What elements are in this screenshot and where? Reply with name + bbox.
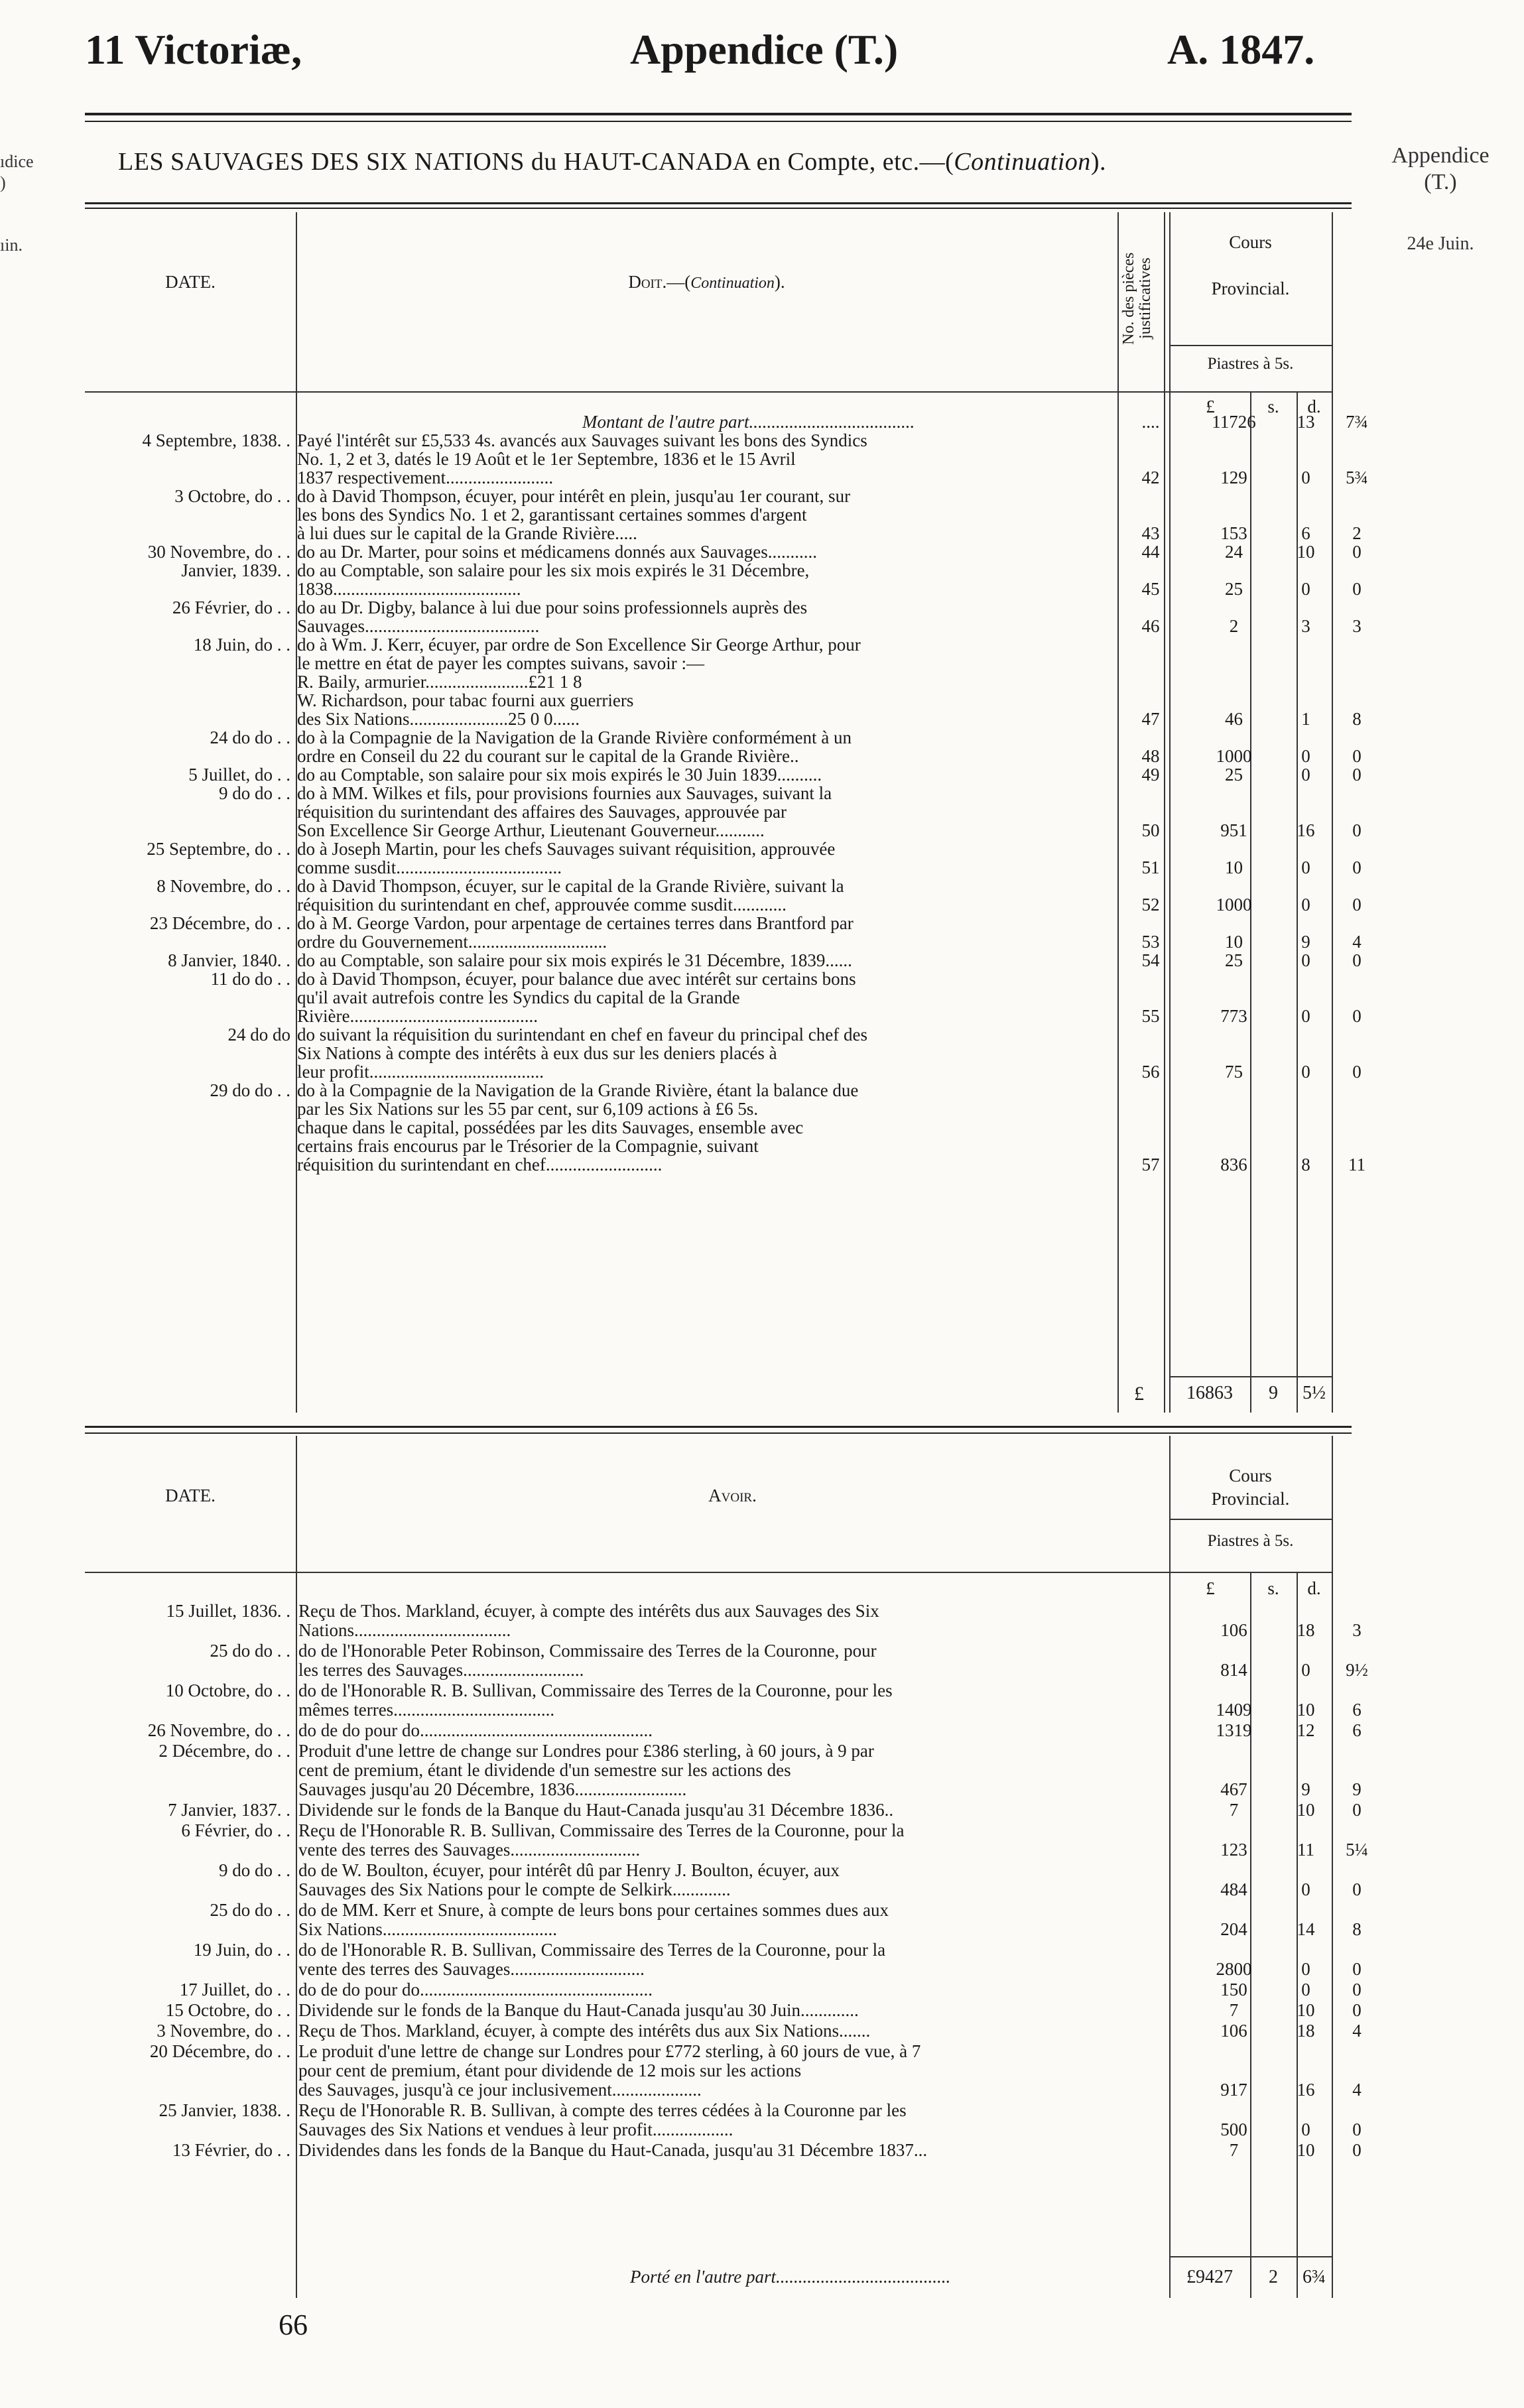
debit-row-shillings: 9 (1301, 932, 1310, 952)
credit-row-date: 19 Juin, do . . (193, 1940, 290, 1960)
debit-row-shillings: 0 (1301, 950, 1310, 970)
debit-row-pence: 0 (1352, 1062, 1362, 1082)
debit-row-pence: 0 (1352, 950, 1362, 970)
debit-row-pounds: 836 (1220, 1155, 1247, 1174)
debit-unit-shillings: s. (1267, 397, 1279, 416)
credit-row-shillings: 12 (1297, 1720, 1315, 1740)
credit-row-pounds: 2800 (1216, 1959, 1252, 1979)
debit-row-shillings: 6 (1301, 523, 1310, 543)
debit-row-pence: 2 (1352, 523, 1362, 543)
debit-row-date: 9 do do . . (219, 783, 290, 803)
debit-row-desc: do au Comptable, son salaire pour les six mois expirés le 31 Décembre, 1838.......................................... (297, 560, 810, 599)
debit-col-desc-italic: Continuation (690, 275, 775, 292)
debit-row-voucher: 55 (1141, 1006, 1160, 1026)
credit-row-shillings: 16 (1297, 2080, 1315, 2100)
credit-row-shillings: 0 (1301, 1959, 1310, 1979)
debit-row-desc: do suivant la réquisition du surintendant en chef en faveur du principal chef des Six Nations à compte des intérêts à eux dus sur les deniers placés à leur profit....................................... (297, 1025, 867, 1082)
debit-row-voucher: 47 (1141, 709, 1160, 729)
credit-row-shillings: 10 (1297, 2140, 1315, 2160)
credit-row-pence: 0 (1352, 2140, 1362, 2160)
credit-carried-rule (1169, 2256, 1332, 2257)
credit-row-pence: 4 (1352, 2080, 1362, 2100)
credit-row-desc: do de l'Honorable R. B. Sullivan, Commissaire des Terres de la Couronne, pour la vente des terres des Sauvages.............................. (298, 1940, 886, 1979)
page-number: 66 (279, 2309, 308, 2341)
debit-row-voucher: 45 (1141, 579, 1160, 599)
debit-row-shillings: 8 (1301, 1155, 1310, 1174)
credit-row-pence: 0 (1352, 1959, 1362, 1979)
credit-row-date: 15 Juillet, 1836. . (166, 1601, 290, 1621)
credit-col-provincial: Provincial. (1211, 1489, 1290, 1509)
debit-row-voucher: 53 (1141, 932, 1160, 952)
credit-carried-shillings: 2 (1269, 2267, 1278, 2287)
credit-row-desc: Le produit d'une lettre de change sur Londres pour £772 sterling, à 60 jours de vue, à 7 pour cent de premium, étant pour dividende de 12 mois sur les actions des Sauvages, jusqu'à ce jour inclusivement.................... (298, 2041, 921, 2100)
credit-row-shillings: 10 (1297, 1700, 1315, 1720)
debit-col-provincial: Provincial. (1211, 279, 1290, 298)
debit-row-desc: do à David Thompson, écuyer, pour intérêt en plein, jusqu'au 1er courant, sur les bons des Syndics No. 1 et 2, garantissant certaines sommes d'argent à lui dues sur le capital de la Grande Rivière..... (297, 486, 851, 543)
credit-col-line-desc (1169, 1436, 1171, 2298)
credit-carried-label: Porté en l'autre part....................................... (630, 2267, 951, 2287)
credit-row-desc: Reçu de Thos. Markland, écuyer, à compte des intérêts dus aux Sauvages des Six Nations................................... (298, 1601, 879, 1640)
debit-row-pence: 0 (1352, 765, 1362, 785)
debit-row-pence: 11 (1348, 1155, 1365, 1174)
header-appendix: Appendice (T.) (630, 26, 899, 73)
debit-col-desc-prefix: Doit.—( (628, 272, 691, 292)
credit-row-desc: do de MM. Kerr et Snure, à compte de leurs bons pour certaines sommes dues aux Six Nations....................................... (298, 1900, 889, 1939)
debit-row-date: 29 do do . . (210, 1080, 290, 1100)
debit-col-line-d (1332, 212, 1333, 1413)
debit-unit-pounds: £ (1206, 397, 1215, 416)
debit-row-pounds: 11726 (1212, 412, 1256, 432)
credit-row-pounds: 7 (1229, 2140, 1239, 2160)
credit-unit-pence: d. (1307, 1578, 1321, 1598)
credit-row-pounds: 150 (1220, 1980, 1247, 1999)
credit-row-desc: do de do pour do.................................................... (298, 1720, 653, 1740)
debit-row-desc: do au Comptable, son salaire pour six mois expirés le 31 Décembre, 1839...... (297, 950, 852, 970)
debit-row-voucher: 54 (1141, 950, 1160, 970)
debit-row-pounds: 129 (1220, 468, 1247, 487)
page-title (118, 147, 1106, 176)
credit-unit-pounds: £ (1206, 1578, 1215, 1598)
debit-row-shillings: 3 (1301, 616, 1310, 636)
credit-header-rule (1169, 1519, 1332, 1520)
debit-row-date: 23 Décembre, do . . (149, 913, 290, 933)
credit-row-pence: 0 (1352, 1879, 1362, 1899)
credit-carried-pence: 6¾ (1302, 2267, 1326, 2287)
debit-row-pounds: 46 (1225, 709, 1243, 729)
debit-row-shillings: 1 (1301, 709, 1310, 729)
header-year: A. 1847. (1167, 26, 1315, 73)
credit-carried-pounds: £9427 (1186, 2267, 1233, 2287)
debit-col-piastres: Piastres à 5s. (1207, 355, 1294, 373)
debit-row-date: 5 Juillet, do . . (188, 765, 290, 785)
debit-total-pence: 5½ (1302, 1383, 1326, 1403)
margin-left-date: ıin. (0, 235, 23, 255)
debit-row-pence: 0 (1352, 579, 1362, 599)
credit-row-date: 17 Juillet, do . . (179, 1980, 290, 1999)
debit-row-pounds: 25 (1225, 579, 1243, 599)
debit-col-desc (296, 272, 1117, 292)
credit-col-desc: Avoir. (708, 1486, 757, 1505)
debit-row-pounds: 75 (1225, 1062, 1243, 1082)
credit-row-shillings: 11 (1297, 1840, 1314, 1860)
debit-row-pounds: 10 (1225, 857, 1243, 877)
credit-row-shillings: 0 (1301, 2120, 1310, 2139)
debit-row-shillings: 0 (1301, 579, 1310, 599)
title-rule-2 (85, 208, 1352, 209)
credit-row-pence: 0 (1352, 2120, 1362, 2139)
debit-unit-pence: d. (1307, 397, 1321, 416)
credit-row-pence: 9½ (1346, 1660, 1368, 1680)
credit-row-date: 15 Octobre, do . . (165, 2000, 290, 2020)
credit-row-pounds: 7 (1229, 2000, 1239, 2020)
credit-row-desc: Dividendes dans les fonds de la Banque du Haut-Canada, jusqu'au 31 Décembre 1837... (298, 2140, 928, 2160)
credit-row-date: 26 Novembre, do . . (147, 1720, 290, 1740)
credit-row-date: 13 Février, do . . (172, 2140, 290, 2160)
credit-row-pounds: 917 (1220, 2080, 1247, 2100)
debit-col-date: DATE. (165, 272, 216, 292)
credit-unit-shillings: s. (1267, 1578, 1279, 1598)
debit-row-shillings: 10 (1297, 542, 1315, 562)
credit-row-pence: 4 (1352, 2021, 1362, 2041)
credit-row-pounds: 500 (1220, 2120, 1247, 2139)
debit-row-shillings: 0 (1301, 746, 1310, 766)
credit-row-date: 2 Décembre, do . . (159, 1741, 290, 1761)
debit-row-voucher: 50 (1141, 820, 1160, 840)
debit-row-pence: 7¾ (1346, 412, 1368, 432)
debit-row-desc: Montant de l'autre part..................................... (582, 412, 915, 432)
debit-row-desc: do au Dr. Marter, pour soins et médicamens donnés aux Sauvages........... (297, 542, 818, 562)
credit-row-desc: do de l'Honorable Peter Robinson, Commissaire des Terres de la Couronne, pour les terres des Sauvages........................... (298, 1641, 877, 1680)
debit-row-date: 24 do do (227, 1025, 290, 1045)
debit-header-bottom (85, 391, 1332, 393)
credit-row-desc: Reçu de l'Honorable R. B. Sullivan, à compte des terres cédées à la Couronne par les Sauvages des Six Nations et vendues à leur profit.................. (298, 2100, 907, 2139)
margin-right-appendix: Appendice (T.) (1391, 143, 1490, 194)
debit-total-symbol: £ (1134, 1383, 1144, 1405)
debit-row-voucher: 44 (1141, 542, 1160, 562)
debit-row-shillings: 0 (1301, 1006, 1310, 1026)
debit-row-pounds: 1000 (1216, 746, 1252, 766)
debit-col-voucher-no: No. des pièces justificatives (1120, 252, 1155, 345)
debit-total-rule (1169, 1376, 1332, 1377)
debit-row-date: 24 do do . . (210, 728, 290, 747)
credit-row-pounds: 123 (1220, 1840, 1247, 1860)
debit-row-shillings: 0 (1301, 468, 1310, 487)
credit-row-pounds: 467 (1220, 1779, 1247, 1799)
debit-row-pounds: 153 (1220, 523, 1247, 543)
credit-row-pounds: 814 (1220, 1660, 1247, 1680)
debit-row-pence: 0 (1352, 746, 1362, 766)
debit-row-desc: do au Dr. Digby, balance à lui due pour soins professionnels auprès des Sauvages....................................... (297, 598, 808, 636)
debit-row-voucher: 43 (1141, 523, 1160, 543)
credit-row-shillings: 9 (1301, 1779, 1310, 1799)
credit-row-date: 7 Janvier, 1837. . (168, 1800, 290, 1820)
debit-col-cours: Cours (1229, 232, 1272, 252)
credit-row-shillings: 10 (1297, 1800, 1315, 1820)
credit-row-pence: 0 (1352, 2000, 1362, 2020)
debit-row-voucher: 48 (1141, 746, 1160, 766)
debit-row-voucher: 56 (1141, 1062, 1160, 1082)
debit-row-voucher: 42 (1141, 468, 1160, 487)
credit-row-pounds: 204 (1220, 1919, 1247, 1939)
credit-row-pounds: 7 (1229, 1800, 1239, 1820)
credit-row-date: 3 Novembre, do . . (157, 2021, 290, 2041)
credit-row-pence: 0 (1352, 1980, 1362, 1999)
credit-col-date: DATE. (165, 1486, 216, 1505)
debit-row-date: 3 Octobre, do . . (174, 486, 290, 506)
credit-row-shillings: 18 (1297, 2021, 1315, 2041)
debit-row-date: 18 Juin, do . . (193, 635, 290, 655)
debit-row-pounds: 951 (1220, 820, 1247, 840)
debit-row-desc: do à la Compagnie de la Navigation de la Grande Rivière conformément à un ordre en Conseil du 22 du courant sur le capital de la Grande Rivière.. (297, 728, 852, 766)
credit-row-desc: Reçu de Thos. Markland, écuyer, à compte des intérêts dus aux Six Nations....... (298, 2021, 871, 2041)
credit-row-desc: Reçu de l'Honorable R. B. Sullivan, Commissaire des Terres de la Couronne, pour la vente des terres des Sauvages............................. (298, 1820, 905, 1860)
header-rule-top (85, 113, 1352, 115)
debit-row-desc: do à David Thompson, écuyer, pour balance due avec intérêt sur certains bons qu'il avait autrefois contre les Syndics du capital de la Grande Rivière.......................................... (297, 969, 856, 1026)
credit-row-pounds: 484 (1220, 1879, 1247, 1899)
credit-row-desc: do de do pour do.................................................... (298, 1980, 653, 1999)
credit-row-desc: Dividende sur le fonds de la Banque du Haut-Canada jusqu'au 30 Juin............. (298, 2000, 859, 2020)
debit-row-desc: do à MM. Wilkes et fils, pour provisions fournies aux Sauvages, suivant la réquisition du surintendant des affaires des Sauvages, approuvée par Son Excellence Sir George Arthur, Lieutenant Gouverneur........... (297, 783, 832, 840)
credit-col-line-date (296, 1436, 297, 2298)
section-rule-2 (85, 1432, 1352, 1434)
debit-row-pounds: 25 (1225, 950, 1243, 970)
debit-row-pence: 4 (1352, 932, 1362, 952)
debit-row-date: 8 Novembre, do . . (157, 876, 290, 896)
credit-row-shillings: 14 (1297, 1919, 1315, 1939)
debit-header-rule (1169, 345, 1332, 346)
debit-row-desc: do à M. George Vardon, pour arpentage de certaines terres dans Brantford par ordre du Gouvernement............................... (297, 913, 854, 952)
credit-row-pence: 5¼ (1346, 1840, 1368, 1860)
debit-row-pounds: 25 (1225, 765, 1243, 785)
credit-row-date: 25 Janvier, 1838. . (159, 2100, 290, 2120)
debit-row-desc: Payé l'intérêt sur £5,533 4s. avancés aux Sauvages suivant les bons des Syndics No. 1, 2 et 3, datés le 19 Août et le 1er Septembre, 1836 et le 15 Avril 1837 respectivement........................ (297, 430, 867, 487)
credit-row-date: 20 Décembre, do . . (149, 2041, 290, 2061)
debit-row-date: Janvier, 1839. . (181, 560, 290, 580)
credit-row-shillings: 18 (1297, 1620, 1315, 1640)
title-main: LES SAUVAGES DES SIX NATIONS du HAUT-CANADA en Compte, etc.—( (118, 148, 954, 176)
debit-row-shillings: 16 (1297, 820, 1315, 840)
header-volume: 11 Victoriæ, (85, 26, 302, 73)
debit-row-shillings: 0 (1301, 895, 1310, 915)
credit-row-pounds: 1409 (1216, 1700, 1252, 1720)
debit-row-date: 8 Janvier, 1840. . (168, 950, 290, 970)
credit-col-line-d (1332, 1436, 1333, 2298)
debit-row-shillings: 0 (1301, 765, 1310, 785)
credit-row-pence: 6 (1352, 1720, 1362, 1740)
debit-row-pence: 0 (1352, 895, 1362, 915)
credit-row-date: 25 do do . . (210, 1641, 290, 1661)
title-continuation: Continuation (954, 148, 1091, 176)
debit-row-voucher: 46 (1141, 616, 1160, 636)
credit-row-shillings: 0 (1301, 1980, 1310, 1999)
debit-row-date: 4 Septembre, 1838. . (142, 430, 290, 450)
credit-row-desc: Dividende sur le fonds de la Banque du Haut-Canada jusqu'au 31 Décembre 1836.. (298, 1800, 894, 1820)
credit-row-shillings: 0 (1301, 1660, 1310, 1680)
debit-row-pence: 8 (1352, 709, 1362, 729)
credit-row-desc: do de l'Honorable R. B. Sullivan, Commissaire des Terres de la Couronne, pour les mêmes terres.................................... (298, 1680, 893, 1720)
margin-right-date: 24e Juin. (1407, 233, 1474, 254)
debit-row-shillings: 0 (1301, 857, 1310, 877)
debit-row-date: 30 Novembre, do . . (147, 542, 290, 562)
margin-left-appendix: ıdice ) (0, 152, 34, 192)
header-rule-bottom (85, 121, 1352, 122)
credit-row-shillings: 0 (1301, 1879, 1310, 1899)
debit-row-desc: do au Comptable, son salaire pour six mois expirés le 30 Juin 1839.......... (297, 765, 822, 785)
credit-row-pounds: 1319 (1216, 1720, 1252, 1740)
debit-row-date: 11 do do . . (210, 969, 290, 989)
credit-row-pence: 3 (1352, 1620, 1362, 1640)
credit-row-pence: 8 (1352, 1919, 1362, 1939)
debit-row-date: 25 Septembre, do . . (147, 839, 290, 859)
credit-row-pounds: 106 (1220, 1620, 1247, 1640)
section-rule (85, 1426, 1352, 1428)
debit-row-voucher: 49 (1141, 765, 1160, 785)
debit-row-voucher: .... (1141, 412, 1160, 432)
debit-row-pounds: 773 (1220, 1006, 1247, 1026)
debit-row-desc: do à Wm. J. Kerr, écuyer, par ordre de Son Excellence Sir George Arthur, pour le mettre en état de payer les comptes suivans, savoir :— R. Baily, armurier.......................£21 1 8 W. Richardson, pour tabac fourni aux guerriers des Six Nations......................25 0 0...... (297, 635, 861, 729)
debit-row-pounds: 2 (1229, 616, 1239, 636)
credit-header-bottom (85, 1572, 1332, 1573)
debit-row-pence: 0 (1352, 820, 1362, 840)
debit-row-voucher: 57 (1141, 1155, 1160, 1174)
debit-row-pounds: 24 (1225, 542, 1243, 562)
credit-col-cours: Cours (1229, 1466, 1272, 1486)
debit-row-desc: do à Joseph Martin, pour les chefs Sauvages suivant réquisition, approuvée comme susdit..................................... (297, 839, 836, 877)
debit-row-shillings: 13 (1297, 412, 1315, 432)
debit-row-pence: 0 (1352, 857, 1362, 877)
debit-col-desc-suffix: ). (774, 272, 785, 292)
title-close: ). (1090, 148, 1106, 176)
debit-row-voucher: 51 (1141, 857, 1160, 877)
debit-total-shillings: 9 (1269, 1383, 1278, 1403)
debit-row-pounds: 10 (1225, 932, 1243, 952)
credit-row-pounds: 106 (1220, 2021, 1247, 2041)
debit-row-date: 26 Février, do . . (172, 598, 290, 617)
credit-row-pence: 6 (1352, 1700, 1362, 1720)
debit-row-pence: 3 (1352, 616, 1362, 636)
debit-row-pence: 5¾ (1346, 468, 1368, 487)
debit-row-pence: 0 (1352, 542, 1362, 562)
debit-row-pence: 0 (1352, 1006, 1362, 1026)
credit-row-date: 25 do do . . (210, 1900, 290, 1920)
credit-row-pence: 0 (1352, 1800, 1362, 1820)
debit-row-shillings: 0 (1301, 1062, 1310, 1082)
credit-row-shillings: 10 (1297, 2000, 1315, 2020)
title-rule (85, 202, 1352, 204)
credit-col-piastres: Piastres à 5s. (1207, 1532, 1294, 1550)
credit-row-desc: Produit d'une lettre de change sur Londres pour £386 sterling, à 60 jours, à 9 par cent de premium, étant le dividende d'un semestre sur les actions des Sauvages jusqu'au 20 Décembre, 1836......................... (298, 1741, 874, 1799)
debit-row-pounds: 1000 (1216, 895, 1252, 915)
debit-row-voucher: 52 (1141, 895, 1160, 915)
credit-row-date: 9 do do . . (219, 1860, 290, 1880)
credit-row-desc: do de W. Boulton, écuyer, pour intérêt dû par Henry J. Boulton, écuyer, aux Sauvages des Six Nations pour le compte de Selkirk............. (298, 1860, 840, 1899)
credit-row-pence: 9 (1352, 1779, 1362, 1799)
credit-row-date: 6 Février, do . . (181, 1820, 290, 1840)
debit-total-pounds: 16863 (1186, 1383, 1233, 1403)
debit-row-desc: do à David Thompson, écuyer, sur le capital de la Grande Rivière, suivant la réquisition du surintendant en chef, approuvée comme susdit............ (297, 876, 844, 915)
debit-row-desc: do à la Compagnie de la Navigation de la Grande Rivière, étant la balance due par les Six Nations sur les 55 par cent, sur 6,109 actions à £6 5s. chaque dans le capital, possédées par les dits Sauvages, ensemble avec certains frais encourus par le Trésorier de la Compagnie, suivant réquisition du surintendant en chef.......................... (297, 1080, 859, 1174)
credit-row-date: 10 Octobre, do . . (165, 1680, 290, 1700)
